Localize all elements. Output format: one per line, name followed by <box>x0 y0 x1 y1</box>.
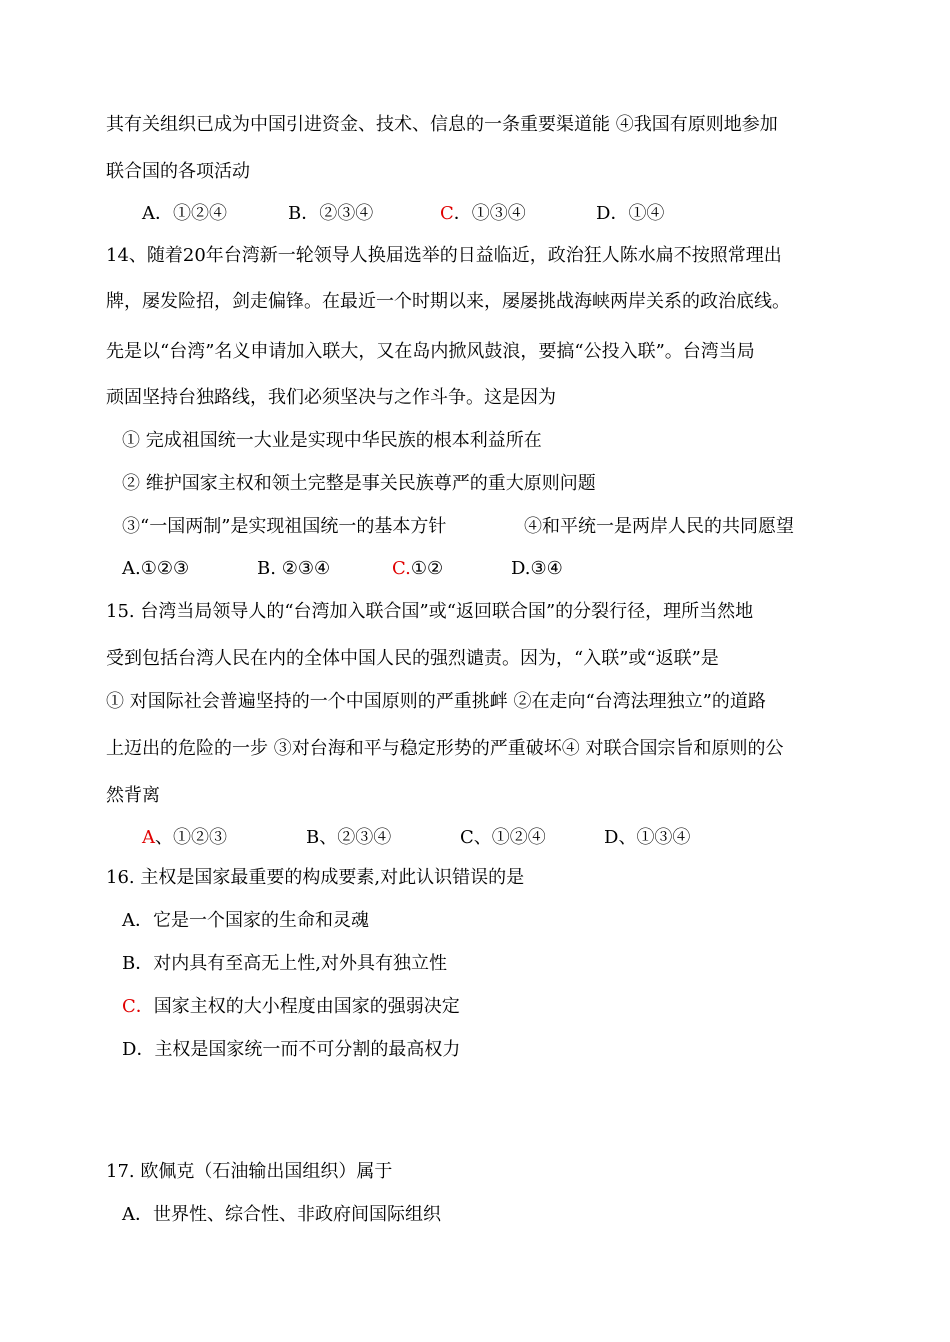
q15-stem-line-3: ① 对国际社会普遍坚持的一个中国原则的严重挑衅 ②在走向“台湾法理独立”的道路 <box>106 691 766 712</box>
q13-option-a: A．①②④ <box>142 203 227 224</box>
q14-option-d: D.③④ <box>511 558 563 579</box>
q16-option-d: D．主权是国家统一而不可分割的最高权力 <box>122 1039 461 1060</box>
q14-stem-line-4: 顽固坚持台独路线，我们必须坚决与之作斗争。这是因为 <box>106 387 556 408</box>
q14-item-1: ① 完成祖国统一大业是实现中华民族的根本利益所在 <box>122 430 542 451</box>
q15-option-a: A、①②③ <box>142 827 227 848</box>
q15-option-b: B、②③④ <box>306 827 392 848</box>
q13-option-d: D．①④ <box>596 203 665 224</box>
q15-option-c: C、①②④ <box>460 827 546 848</box>
q15-stem-line-5: 然背离 <box>106 785 160 806</box>
q16-option-c: C．国家主权的大小程度由国家的强弱决定 <box>122 996 460 1017</box>
q15-stem-line-4: 上迈出的危险的一步 ③对台海和平与稳定形势的严重破坏④ 对联合国宗旨和原则的公 <box>106 738 784 759</box>
q13-stem-line-1: 其有关组织已成为中国引进资金、技术、信息的一条重要渠道能 ④我国有原则地参加 <box>106 114 778 135</box>
q14-option-b: B. ②③④ <box>257 558 331 579</box>
q13-option-c: C．①③④ <box>440 203 526 224</box>
q14-item-4: ④和平统一是两岸人民的共同愿望 <box>524 516 794 537</box>
q17-stem: 17. 欧佩克（石油输出国组织）属于 <box>106 1161 393 1182</box>
q14-stem-line-2: 牌，屡发险招，剑走偏锋。在最近一个时期以来，屡屡挑战海峡两岸关系的政治底线。 <box>106 291 790 312</box>
q16-stem: 16. 主权是国家最重要的构成要素,对此认识错误的是 <box>106 867 525 888</box>
q14-item-3: ③“一国两制”是实现祖国统一的基本方针 <box>122 516 447 537</box>
q14-stem-line-1: 14、随着20年台湾新一轮领导人换届选举的日益临近，政治狂人陈水扁不按照常理出 <box>106 245 782 266</box>
q16-option-b: B．对内具有至高无上性,对外具有独立性 <box>122 953 447 974</box>
q16-option-a: A．它是一个国家的生命和灵魂 <box>122 910 369 931</box>
q17-option-a: A．世界性、综合性、非政府间国际组织 <box>122 1204 441 1225</box>
q14-option-a: A.①②③ <box>122 558 190 579</box>
q13-stem-line-2: 联合国的各项活动 <box>106 161 250 182</box>
q15-stem-line-2: 受到包括台湾人民在内的全体中国人民的强烈谴责。因为，“入联”或“返联”是 <box>106 648 719 669</box>
q15-stem-line-1: 15. 台湾当局领导人的“台湾加入联合国”或“返回联合国”的分裂行径，理所当然地 <box>106 601 754 622</box>
q14-item-2: ② 维护国家主权和领土完整是事关民族尊严的重大原则问题 <box>122 473 596 494</box>
q13-option-b: B．②③④ <box>288 203 374 224</box>
q14-option-c: C.①② <box>392 558 444 579</box>
q15-option-d: D、①③④ <box>604 827 691 848</box>
q14-stem-line-3: 先是以“台湾”名义申请加入联大，又在岛内掀风鼓浪，要搞“公投入联”。台湾当局 <box>106 341 755 362</box>
